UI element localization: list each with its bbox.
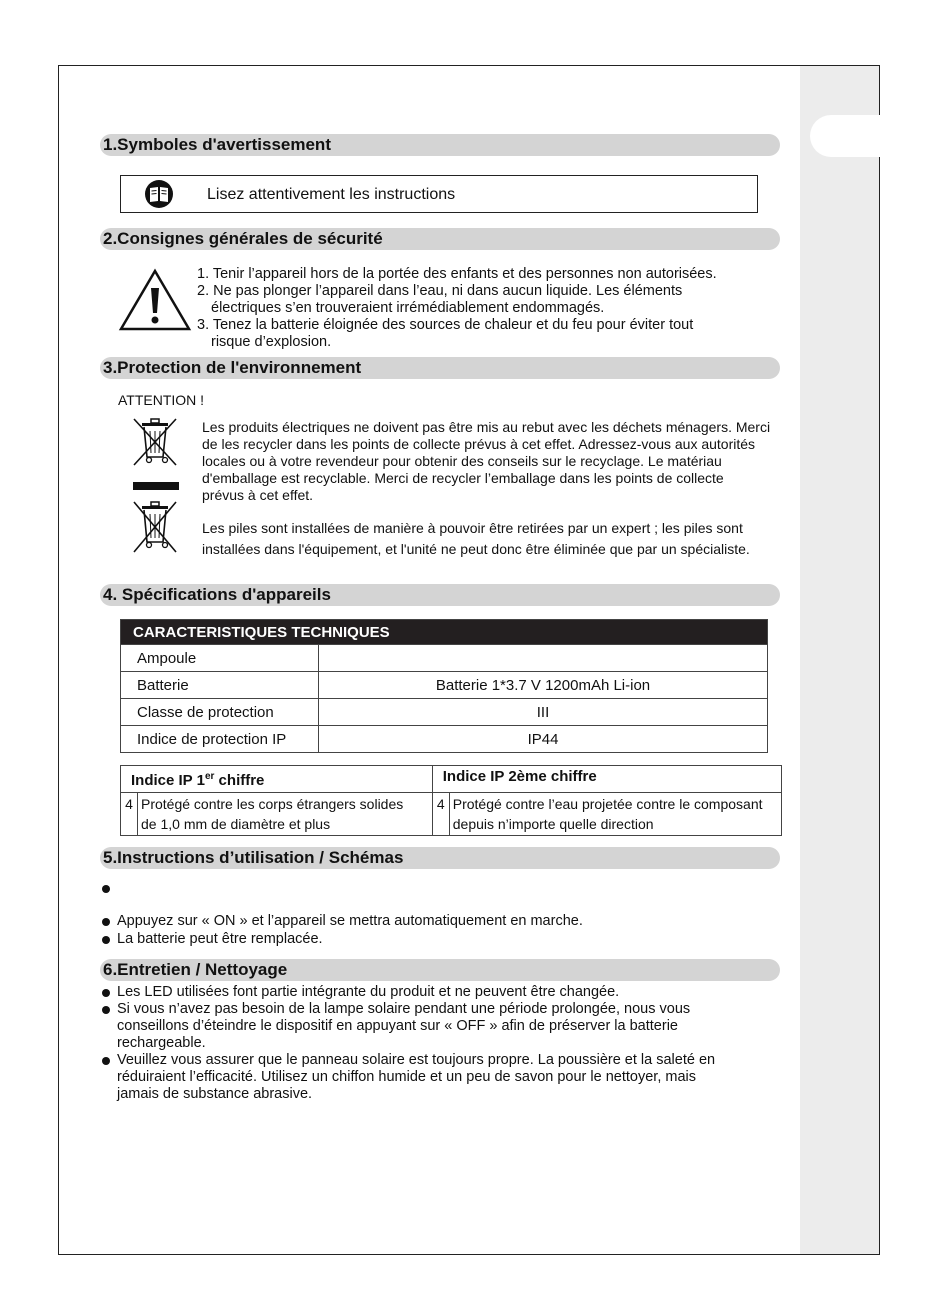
bullet bbox=[102, 885, 110, 893]
maintenance-item-cont: réduiraient l’efficacité. Utilisez un chiffon humide et un peu de savon pour le nettoyer, mais bbox=[117, 1069, 696, 1085]
battery-paragraph-line: Les piles sont installées de manière à pouvoir être retirées par un expert ; les piles sont bbox=[202, 520, 743, 536]
ip-digit: 4 bbox=[121, 793, 138, 836]
bullet bbox=[102, 989, 110, 997]
section-header-2 bbox=[100, 228, 780, 250]
usage-item: La batterie peut être remplacée. bbox=[117, 931, 323, 947]
env-paragraph-line: d'emballage est recyclable. Merci de recycler l’emballage dans les points de collecte bbox=[202, 470, 724, 486]
section-title: 6.Entretien / Nettoyage bbox=[103, 960, 288, 979]
language-tab bbox=[810, 115, 880, 157]
safety-item-1: 1. Tenir l’appareil hors de la portée des enfants et des personnes non autorisées. bbox=[197, 266, 717, 282]
warning-triangle-icon bbox=[118, 268, 192, 332]
crossed-bin-icon bbox=[128, 415, 182, 469]
safety-item-3-cont: risque d’explosion. bbox=[211, 334, 332, 350]
maintenance-item: Les LED utilisées font partie intégrante du produit et ne peuvent être changée. bbox=[117, 984, 620, 1000]
safety-item-3: 3. Tenez la batterie éloignée des sources de chaleur et du feu pour éviter tout bbox=[197, 317, 694, 333]
table-row bbox=[121, 793, 782, 836]
section-header-1 bbox=[100, 134, 780, 156]
section-header-5 bbox=[100, 847, 780, 869]
ip-first-digit-header: Indice IP 1er chiffre bbox=[121, 766, 433, 793]
spec-label: Ampoule bbox=[121, 645, 319, 672]
section-title: 4. Spécifications d'appareils bbox=[103, 585, 331, 604]
spec-value: Batterie 1*3.7 V 1200mAh Li-ion bbox=[319, 672, 768, 699]
book-icon bbox=[144, 179, 174, 209]
spec-value bbox=[319, 645, 768, 672]
section-title: 5.Instructions d’utilisation / Schémas bbox=[103, 848, 404, 867]
section-header-6 bbox=[100, 959, 780, 981]
warning-symbol-box bbox=[120, 175, 758, 213]
bullet bbox=[102, 936, 110, 944]
ip-second-digit-header: Indice IP 2ème chiffre bbox=[432, 766, 781, 793]
usage-item: Appuyez sur « ON » et l’appareil se mettra automatiquement en marche. bbox=[117, 913, 583, 929]
ip-digit: 4 bbox=[432, 793, 449, 836]
section-title: 1.Symboles d'avertissement bbox=[103, 135, 331, 154]
section-header-4 bbox=[100, 584, 780, 606]
bullet bbox=[102, 918, 110, 926]
ip-rating-table bbox=[120, 765, 782, 836]
ip-description: Protégé contre les corps étrangers solides de 1,0 mm de diamètre et plus bbox=[138, 793, 433, 836]
env-paragraph-line: de les recycler dans les points de collecte prévus à cet effet. Adressez-vous aux autorités bbox=[202, 436, 756, 452]
spec-label: Indice de protection IP bbox=[121, 726, 319, 753]
section-header-3 bbox=[100, 357, 780, 379]
crossed-bin-icon bbox=[128, 498, 182, 556]
section-title: 3.Protection de l'environnement bbox=[103, 358, 362, 377]
separator-bar bbox=[133, 482, 179, 490]
maintenance-item: Si vous n’avez pas besoin de la lampe solaire pendant une période prolongée, nous vous bbox=[117, 1001, 691, 1017]
safety-item-2-cont: électriques s’en trouveraient irrémédiablement endommagés. bbox=[211, 300, 605, 316]
maintenance-item-cont: conseillons d’éteindre le dispositif en appuyant sur « OFF » afin de préserver la batterie bbox=[117, 1018, 678, 1034]
env-paragraph-line: locales ou à votre revendeur pour obtenir des conseils sur le recyclage. Le matériau bbox=[202, 453, 722, 469]
env-paragraph-line: prévus à cet effet. bbox=[202, 487, 314, 503]
battery-paragraph-line: installées dans l'équipement, et l'unité ne peut donc être éliminée que par un spécialiste. bbox=[202, 541, 750, 557]
table-row bbox=[121, 645, 768, 672]
spec-table-header: CARACTERISTIQUES TECHNIQUES bbox=[121, 620, 768, 645]
read-instructions-label: Lisez attentivement les instructions bbox=[207, 186, 456, 203]
attention-label: ATTENTION ! bbox=[118, 392, 205, 408]
bullet bbox=[102, 1057, 110, 1065]
maintenance-item-cont: jamais de substance abrasive. bbox=[117, 1086, 313, 1102]
safety-item-2: 2. Ne pas plonger l’appareil dans l’eau, ni dans aucun liquide. Les éléments bbox=[197, 283, 683, 299]
spec-table bbox=[120, 619, 768, 753]
spec-label: Batterie bbox=[121, 672, 319, 699]
spec-value: IP44 bbox=[319, 726, 768, 753]
section-title: 2.Consignes générales de sécurité bbox=[103, 229, 383, 248]
ip-description: Protégé contre l’eau projetée contre le composant depuis n’importe quelle direction bbox=[449, 793, 781, 836]
bullet bbox=[102, 1006, 110, 1014]
spec-value: III bbox=[319, 699, 768, 726]
spec-label: Classe de protection bbox=[121, 699, 319, 726]
side-language-strip bbox=[800, 66, 879, 1254]
table-row bbox=[121, 672, 768, 699]
maintenance-item: Veuillez vous assurer que le panneau solaire est toujours propre. La poussière et la saleté en bbox=[117, 1052, 716, 1068]
table-row bbox=[121, 699, 768, 726]
table-row bbox=[121, 726, 768, 753]
maintenance-item-cont: rechargeable. bbox=[117, 1035, 206, 1051]
env-paragraph-line: Les produits électriques ne doivent pas être mis au rebut avec les déchets ménagers. Merci bbox=[202, 419, 771, 435]
